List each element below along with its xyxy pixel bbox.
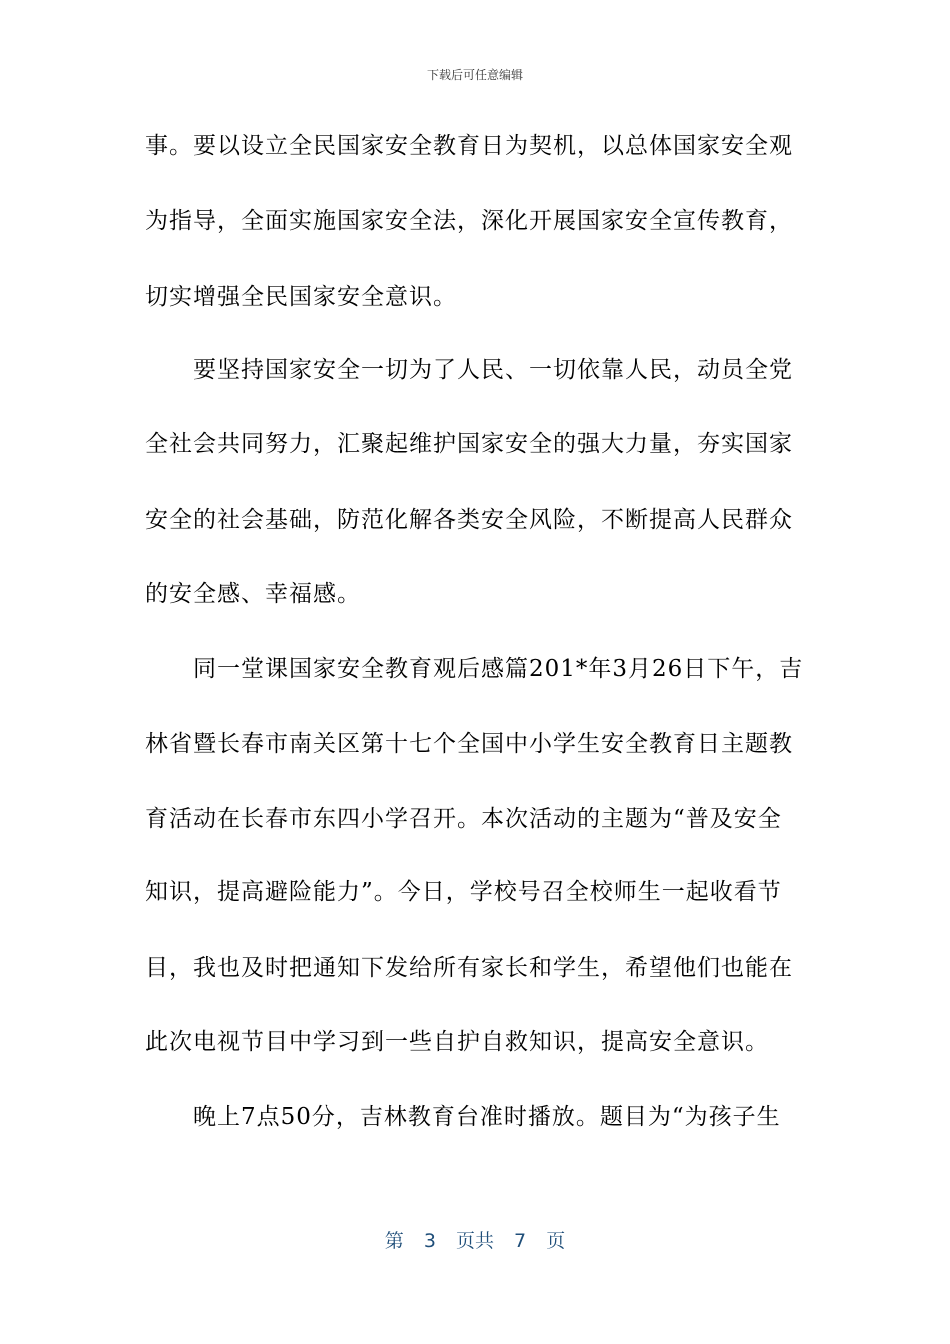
page-footer <box>0 1226 950 1253</box>
text-line: 林省暨长春市南关区第十七个全国中小学生安全教育日主题教 <box>145 731 793 757</box>
footer-label-end: 页 <box>546 1230 566 1252</box>
text-line: 全社会共同努力，汇聚起维护国家安全的强大力量，夯实国家 <box>145 431 793 457</box>
text-line: 此次电视节目中学习到一些自护自救知识，提高安全意识。 <box>145 1029 769 1055</box>
header-note: 下载后可任意编辑 <box>426 68 523 82</box>
footer-total-pages: 7 <box>514 1230 527 1252</box>
text-line: 的安全感、幸福感。 <box>145 581 361 607</box>
footer-label-of: 页共 <box>455 1230 494 1252</box>
text-line: 目，我也及时把通知下发给所有家长和学生，希望他们也能在 <box>145 955 793 981</box>
text-line: 事。要以设立全民国家安全教育日为契机，以总体国家安全观 <box>145 133 793 159</box>
text-line: 为指导，全面实施国家安全法，深化开展国家安全宣传教育， <box>145 208 793 234</box>
text-line: 安全的社会基础，防范化解各类安全风险，不断提高人民群众 <box>145 507 793 533</box>
text-line: 同一堂课国家安全教育观后感篇201*年3月26日下午，吉 <box>193 656 804 682</box>
text-line: 知识，提高避险能力”。今日，学校号召全校师生一起收看节 <box>145 879 782 905</box>
text-line: 切实增强全民国家安全意识。 <box>145 284 457 310</box>
text-line: 要坚持国家安全一切为了人民、一切依靠人民，动员全党 <box>193 357 793 383</box>
text-line: 育活动在长春市东四小学召开。本次活动的主题为“普及安全 <box>145 806 782 832</box>
footer-label-page: 第 <box>384 1230 404 1252</box>
footer-current-page: 3 <box>423 1230 436 1252</box>
text-line: 晚上7点50分，吉林教育台准时播放。题目为“为孩子生 <box>193 1104 781 1130</box>
